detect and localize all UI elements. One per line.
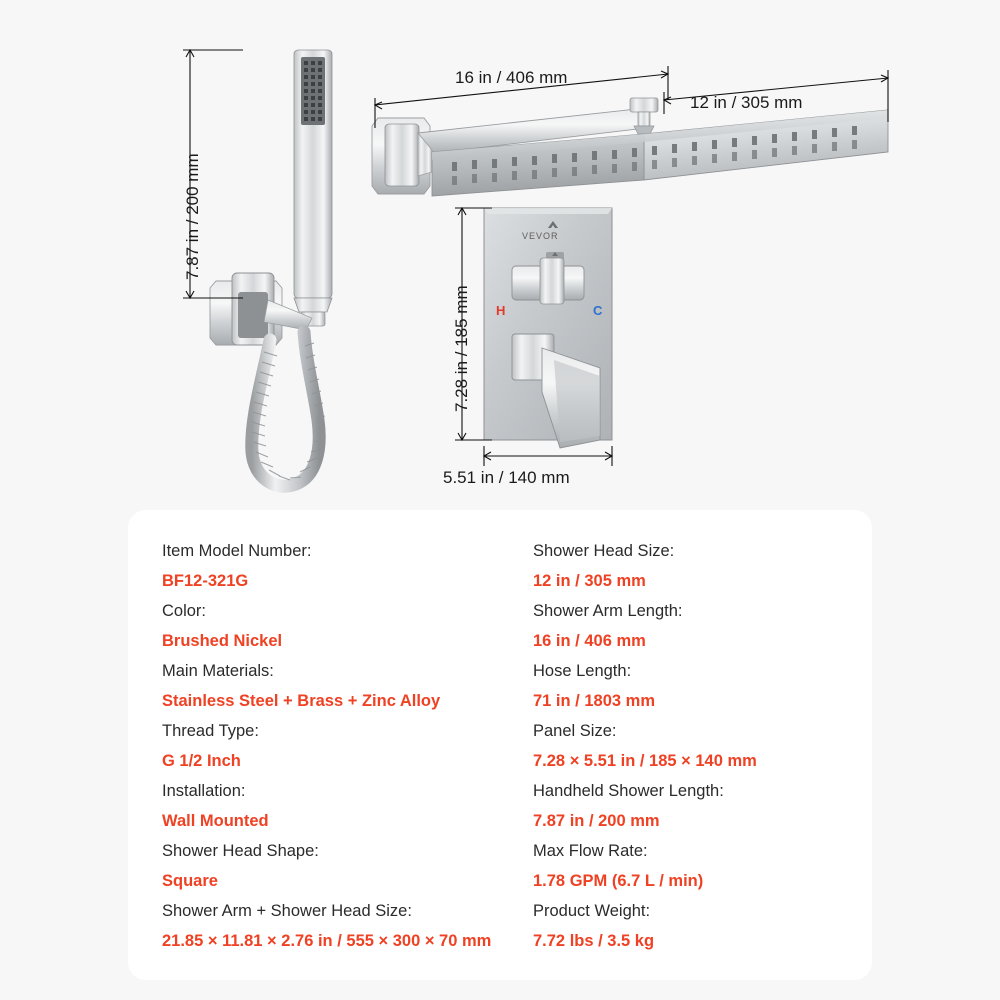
svg-text:VEVOR: VEVOR [522,231,559,241]
spec-value: 12 in / 305 mm [533,572,646,590]
spec-row [162,536,501,596]
spec-row [533,656,872,716]
spec-row [533,896,872,956]
spec-row [162,656,501,716]
spec-row [533,716,872,776]
spec-label: Handheld Shower Length: [533,782,724,800]
dim-panel-width: 5.51 in / 140 mm [443,468,570,487]
spec-label: Color: [162,602,207,620]
spec-value: 7.72 lbs / 3.5 kg [533,932,655,950]
spec-label: Shower Head Shape: [162,842,319,860]
spec-value: 71 in / 1803 mm [533,692,655,710]
spec-label: Shower Arm + Shower Head Size: [162,902,412,920]
dim-shower-arm-length: 16 in / 406 mm [455,68,568,87]
spec-label: Item Model Number: [162,542,312,560]
spec-label: Shower Head Size: [533,542,675,560]
spec-value: BF12-321G [162,572,249,590]
spec-value: 7.87 in / 200 mm [533,812,660,830]
spec-value: Square [162,872,218,890]
spec-row [162,896,501,956]
spec-row [162,716,501,776]
spec-label: Main Materials: [162,662,274,680]
spec-label: Panel Size: [533,722,617,740]
specification-card [128,510,872,980]
svg-text:C: C [593,303,603,318]
spec-value: Brushed Nickel [162,632,283,650]
spec-row [162,596,501,656]
spec-row [533,776,872,836]
spec-label: Product Weight: [533,902,651,920]
spec-label: Shower Arm Length: [533,602,683,620]
spec-value: Wall Mounted [162,812,269,830]
spec-row [162,776,501,836]
spec-value: Stainless Steel + Brass + Zinc Alloy [162,692,441,710]
spec-value: 1.78 GPM (6.7 L / min) [533,872,704,890]
spec-row [533,596,872,656]
dim-handheld-height: 7.87 in / 200 mm [183,153,202,280]
spec-label: Installation: [162,782,246,800]
spec-value: 21.85 × 11.81 × 2.76 in / 555 × 300 × 70 mm [162,932,492,950]
spec-row [533,536,872,596]
spec-row [162,836,501,896]
spec-label: Hose Length: [533,662,632,680]
spec-column-left [128,536,501,980]
dim-shower-head-size: 12 in / 305 mm [690,93,803,112]
spec-label: Thread Type: [162,722,259,740]
spec-value: G 1/2 Inch [162,752,241,770]
spec-label: Max Flow Rate: [533,842,648,860]
spec-value: 7.28 × 5.51 in / 185 × 140 mm [533,752,757,770]
spec-column-right [501,536,872,980]
spec-row [533,836,872,896]
spec-value: 16 in / 406 mm [533,632,646,650]
svg-text:H: H [496,303,506,318]
dim-panel-height: 7.28 in / 185 mm [452,285,471,412]
